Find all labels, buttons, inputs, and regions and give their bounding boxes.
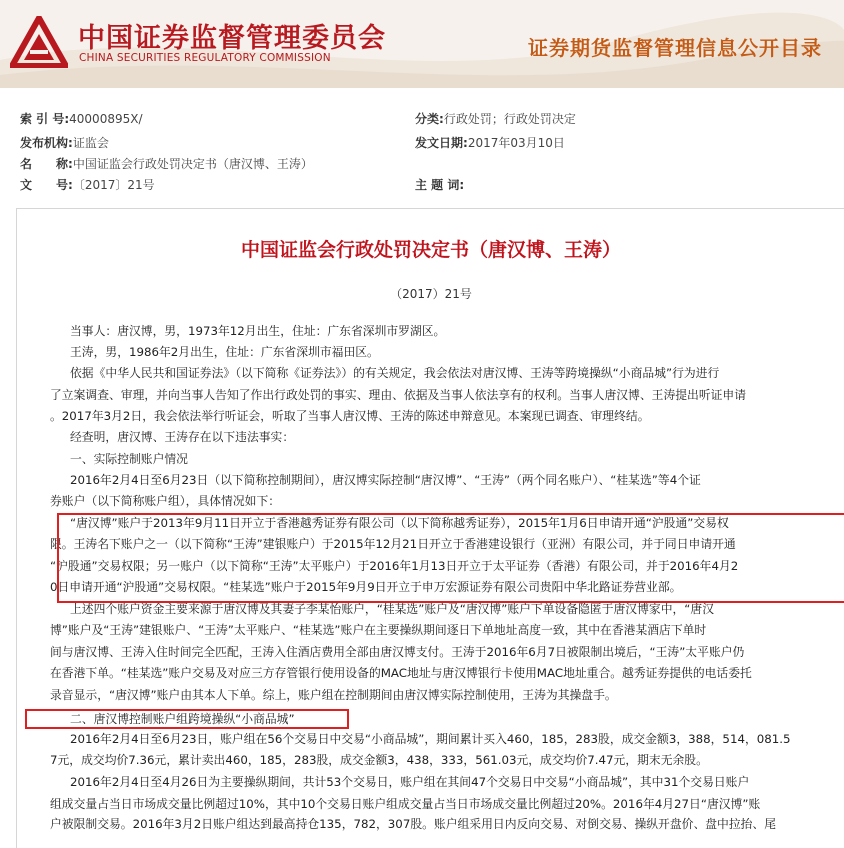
article-line: 2016年2月4日至6月23日，账户组在56个交易日中交易“小商品城”，期间累计买入460，185，283股，成交金额3，388，514，081.5 — [70, 732, 791, 746]
article-line: 录音显示，“唐汉博”账户由其本人下单。综上，账户组在控制期间由唐汉博实际控制使用，王涛为其操盘手。 — [50, 688, 617, 702]
article-line: 一、实际控制账户情况 — [70, 452, 188, 466]
article-line: 博”账户及“王涛”建银账户、“王涛”太平账户、“桂某选”账户在主要操纵期间逐日下单地址高度一致，其中在香港某酒店下单时 — [50, 623, 707, 637]
meta-subject-label: 主 题 词: — [415, 178, 465, 192]
article-line: 王涛，男，1986年2月出生，住址：广东省深圳市福田区。 — [70, 345, 379, 359]
article-body — [16, 208, 844, 848]
article-line: 在香港下单。“桂某选”账户交易及对应三方存管银行使用设备的MAC地址与唐汉博银行卡使用MAC地址重合。越秀证券提供的电话委托 — [50, 666, 752, 680]
article-line: 经查明，唐汉博、王涛存在以下违法事实： — [70, 430, 295, 444]
site-title: 证券期货监督管理信息公开目录 — [528, 36, 822, 60]
article-line: 限。王涛名下账户之一（以下简称“王涛”建银账户）于2015年12月21日开立于香港建设银行（亚洲）有限公司，并于同日申请开通 — [50, 537, 736, 551]
site-header — [0, 0, 844, 88]
article-line: 2016年2月4日至4月26日为主要操纵期间，共计53个交易日，账户组在其间47个交易日中交易“小商品城”，其中31个交易日账户 — [70, 775, 750, 789]
article-line: 间与唐汉博、王涛入住时间完全匹配，王涛入住酒店费用全部由唐汉博支付。王涛于2016年6月7日被限制出境后，“王涛”太平账户仍 — [50, 645, 745, 659]
article-line: “沪股通”交易权限；另一账户（以下简称“王涛”太平账户）于2016年1月13日开立于太平证券（香港）有限公司，并于2016年4月2 — [50, 559, 739, 573]
article-line: 券账户（以下简称账户组），具体情况如下： — [50, 494, 281, 508]
meta-publisher-value: 证监会 — [72, 136, 109, 150]
org-name-en: CHINA SECURITIES REGULATORY COMMISSION — [79, 52, 331, 64]
meta-name — [20, 155, 313, 172]
document-title: 中国证监会行政处罚决定书（唐汉博、王涛） — [240, 239, 621, 261]
article-line: 当事人：唐汉博，男，1973年12月出生，住址：广东省深圳市罗湖区。 — [70, 324, 446, 338]
meta-category-value: 行政处罚；行政处罚决定 — [443, 112, 576, 126]
meta-category-label: 分类: — [415, 112, 444, 126]
meta-date-value: 2017年03月10日 — [467, 136, 565, 150]
article-line: “唐汉博”账户于2013年9月11日开立于香港越秀证券有限公司（以下简称越秀证券），2015年1月6日申请开通“沪股通”交易权 — [70, 516, 729, 530]
article-line: 7元，成交均价7.36元，累计卖出460，185，283股，成交金额3，438，333，561.03元，成交均价7.47元，期末无余股。 — [50, 753, 708, 767]
document-number: （2017）21号 — [390, 287, 472, 301]
meta-subject — [415, 176, 464, 193]
meta-index-label: 索 引 号: — [20, 112, 70, 126]
org-name-cn[interactable]: 中国证券监督管理委员会 — [78, 23, 386, 54]
meta-docno-label: 文 号: — [20, 178, 73, 192]
meta-publisher-label: 发布机构: — [20, 136, 73, 150]
meta-docno — [20, 176, 155, 193]
meta-category — [415, 110, 576, 127]
highlight-box-accounts — [57, 513, 844, 603]
meta-index — [20, 110, 143, 127]
article-line: 。2017年3月2日，我会依法举行听证会，听取了当事人唐汉博、王涛的陈述申辩意见。本案现已调查、审理终结。 — [50, 409, 650, 423]
meta-name-label: 名 称: — [20, 157, 73, 171]
article-line: 二、唐汉博控制账户组跨境操纵“小商品城” — [70, 712, 295, 726]
article-line: 0日申请开通“沪股通”交易权限。“桂某选”账户于2015年9月9日开立于申万宏源证券有限公司贵阳中华北路证券营业部。 — [50, 580, 682, 594]
article-line: 户被限制交易。2016年3月2日账户组达到最高持仓135，782，307股。账户组采用日内反向交易、对倒交易、操纵开盘价、盘中拉抬、尾 — [50, 817, 777, 831]
meta-publisher — [20, 134, 109, 151]
article-line: 上述四个账户资金主要来源于唐汉博及其妻子李某怡账户，“桂某选”账户及“唐汉博”账户下单设备隐匿于唐汉博家中，“唐汉 — [70, 602, 714, 616]
meta-date — [415, 134, 565, 151]
article-line: 了立案调查、审理，并向当事人告知了作出行政处罚的事实、理由、依据及当事人依法享有的权利。当事人唐汉博、王涛提出听证申请 — [50, 388, 747, 402]
article-line: 2016年2月4日至6月23日（以下简称控制期间），唐汉博实际控制“唐汉博”、“王涛”（两个同名账户）、“桂某选”等4个证 — [70, 473, 701, 487]
article-line: 依据《中华人民共和国证券法》（以下简称《证券法》）的有关规定，我会依法对唐汉博、王涛等跨境操纵“小商品城”行为进行 — [70, 366, 720, 380]
highlight-box-section-two — [25, 709, 349, 729]
meta-index-value: 40000895X/ — [69, 112, 143, 126]
meta-date-label: 发文日期: — [415, 136, 468, 150]
meta-docno-value: 〔2017〕21号 — [72, 178, 155, 192]
csrc-logo-icon[interactable] — [10, 16, 68, 68]
article-line: 组成交量占当日市场成交量比例超过10%，其中10个交易日账户组成交量占当日市场成交量比例超过20%。2016年4月27日“唐汉博”账 — [50, 797, 761, 811]
meta-name-value: 中国证监会行政处罚决定书（唐汉博、王涛） — [72, 157, 313, 171]
